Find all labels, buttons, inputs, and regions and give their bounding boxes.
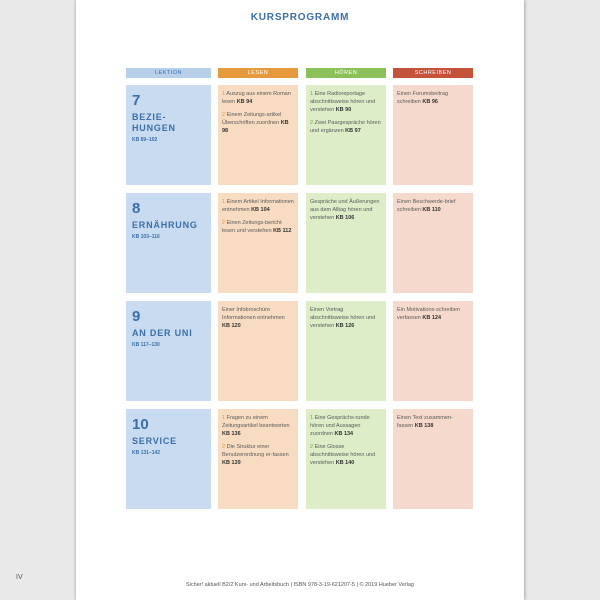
lesen-cell [218,409,298,509]
lesson-cell-9 [126,301,211,401]
lesson-kb-range: KB 117–130 [132,342,160,348]
lesson-kb-range: KB 89–102 [132,137,158,143]
page-title: KURSPROGRAMM [250,12,350,23]
hoeren-cell [306,301,386,401]
lesson-name: BEZIE- HUNGEN [132,112,176,133]
lesson-number: 9 [132,308,141,325]
list-item: 2 Eine Glosse abschnittsweise hören und verstehen KB 140 [310,444,376,466]
list-item: Einen Vortrag abschnittsweise hören und verstehen KB 126 [310,307,376,329]
page-number: IV [16,574,23,581]
lesson-name: SERVICE [132,436,177,446]
lesson-name: ERNÄHRUNG [132,220,198,230]
lesson-number: 7 [132,92,141,109]
lesson-number: 8 [132,200,141,217]
list-item: 2 Zwei Paargespräche hören und ergänzen KB 97 [310,120,381,134]
schreiben-cell [393,409,473,509]
lesson-number: 10 [132,416,149,433]
lesson-cell-8 [126,193,211,293]
schreiben-cell [393,85,473,185]
lesson-kb-range: KB 103–116 [132,234,160,240]
list-item: Gespräche und Äußerungen aus dem Alltag hören und verstehen KB 106 [310,199,380,221]
header-hoeren: HÖREN [306,68,386,78]
list-item: Ein Motivations-schreiben verfassen KB 124 [397,307,460,321]
lesson-kb-range: KB 131–142 [132,450,161,456]
list-item: 1 Fragen zu einem Zeitungsartikel beantworten KB 136 [222,415,290,437]
lesson-cell-10 [126,409,211,509]
list-item: 1 Auszug aus einem Roman lesen KB 94 [222,91,291,105]
list-item: 1 Einem Artikel Informationen entnehmen KB 104 [222,199,294,213]
list-item: 2 Einen Zeitungs-bericht lesen und verstehen KB 112 [222,220,292,234]
list-item: 1 Eine Radioreportage abschnittsweise hören und verstehen KB 90 [310,91,376,113]
lesen-cell [218,85,298,185]
page [76,0,524,600]
header-lektion: LEKTION [126,68,211,78]
list-item: 2 Einem Zeitungs-artikel Überschriften zuordnen KB 98 [222,112,289,134]
list-item: Einen Text zusammen-fassen KB 138 [397,415,453,429]
list-item: Einen Forumsbeitrag schreiben KB 96 [397,91,449,105]
header-schreiben: SCHREIBEN [393,68,473,78]
lesen-cell [218,193,298,293]
list-item: 1 Eine Gesprächs-runde hören und Aussagen zuordnen KB 134 [310,415,370,437]
lesson-name: AN DER UNI [132,328,193,338]
list-item: Einen Beschwerde-brief schreiben KB 110 [397,199,456,213]
list-item: 2 Die Struktur einer Benutzerordnung er-fassen KB 139 [222,444,289,466]
header-lesen: LESEN [218,68,298,78]
footer-citation: Sicher! aktuell B2/2 Kurs- und Arbeitsbuch | ISBN 978-3-19-621207-5 | © 2019 Hueber Verlag [186,582,414,588]
lesson-cell-7 [126,85,211,185]
schreiben-cell [393,301,473,401]
schreiben-cell [393,193,473,293]
hoeren-cell [306,85,386,185]
hoeren-cell [306,193,386,293]
lesen-cell [218,301,298,401]
list-item: Einer Infobroschüre Informationen entnehmen KB 120 [222,307,285,329]
hoeren-cell [306,409,386,509]
